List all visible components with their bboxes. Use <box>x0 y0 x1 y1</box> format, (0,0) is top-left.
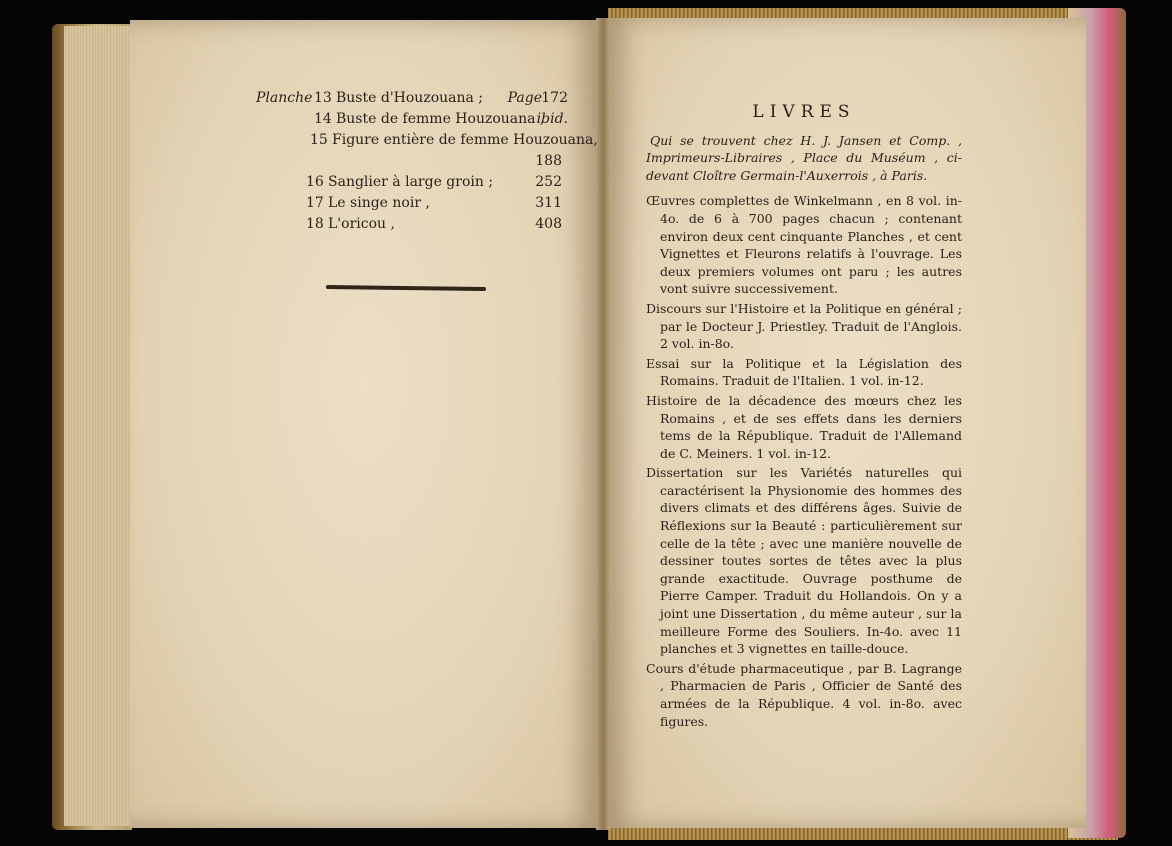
catalogue-entry: Œuvres complettes de Winkelmann , en 8 vol. in-4o. de 6 à 700 pages chacun ; contenant environ deux cent cinquante Planches , et cent Vignettes et Fleurons relatifs à l'ouvrage. Les deux premiers volumes ont paru ; les autres vont suivre successivement. <box>646 193 962 297</box>
plate-number: 14 <box>314 111 332 127</box>
plate-number: 13 <box>314 90 332 106</box>
catalogue-entry: Discours sur l'Histoire et la Politique en général ; par le Docteur J. Priestley. Traduit de l'Anglois. 2 vol. in-8o. <box>646 300 962 352</box>
publisher-intro: Qui se trouvent chez H. J. Jansen et Comp. , Imprimeurs-Libraires , Place du Muséum , ci-devant Cloître Germain-l'Auxerrois , à Paris. <box>646 132 962 183</box>
catalogue-entry: Cours d'étude pharmaceutique , par B. Lagrange , Pharmacien de Paris , Officier de Santé des armées de la République. 4 vol. in-8o. avec figures. <box>646 660 962 729</box>
book-catalogue <box>646 104 962 732</box>
plate-row <box>256 130 598 151</box>
page-stack-left <box>64 26 134 826</box>
show-through-bleed <box>236 230 576 670</box>
catalogue-entry: Histoire de la décadence des mœurs chez les Romains , et de ses effets dans les derniers tems de la République. Traduit de l'Allemand de C. Meiners. 1 vol. in-12. <box>646 392 962 461</box>
plate-row <box>256 193 576 214</box>
plate-row <box>256 88 576 109</box>
plate-label: Planche <box>256 90 313 106</box>
plate-title: Sanglier à large groin ; <box>328 174 494 190</box>
plate-title: Buste d'Houzouana ; <box>336 90 484 106</box>
catalogue-entry: Dissertation sur les Variétés naturelles qui caractérisent la Physionomie des hommes des divers climats et des différens âges. Suivie de Réflexions sur la Beauté : particulièrement sur celle de la tête ; avec une manière nouvelle de dessiner toutes sortes de têtes avec la plus grande exactitude. Ouvrage posthume de Pierre Camper. Traduit du Hollandois. On y a joint une Dissertation , du même auteur , sur la meilleure Forme des Souliers. In-4o. avec 11 planches et 3 vignettes en taille-douce. <box>646 465 962 657</box>
plate-title: Le singe noir , <box>328 195 430 211</box>
plate-title: Figure entière de femme Houzouana, <box>332 132 598 148</box>
plate-row <box>256 214 576 235</box>
plate-row <box>256 109 576 130</box>
plate-page: 408 <box>535 216 562 232</box>
plate-page: 188 <box>535 153 562 169</box>
plate-page: 311 <box>535 195 562 211</box>
plate-title: L'oricou , <box>328 216 395 232</box>
plate-number: 17 <box>306 195 324 211</box>
page-title: LIVRES <box>752 102 856 122</box>
plate-page: ibid. <box>536 111 568 127</box>
book-gutter <box>596 18 610 830</box>
page-label: Page <box>507 90 542 106</box>
plate-page: 172 <box>541 90 568 106</box>
plate-title: Buste de femme Houzouana , <box>336 111 545 127</box>
catalogue-entry: Essai sur la Politique et la Législation des Romains. Traduit de l'Italien. 1 vol. in-12. <box>646 355 962 389</box>
plate-row <box>256 151 576 172</box>
plate-page: 252 <box>535 174 562 190</box>
plate-number: 16 <box>306 174 324 190</box>
plate-row <box>256 172 576 193</box>
plate-number: 18 <box>306 216 324 232</box>
plate-number: 15 <box>310 132 328 148</box>
plates-list <box>256 88 598 235</box>
